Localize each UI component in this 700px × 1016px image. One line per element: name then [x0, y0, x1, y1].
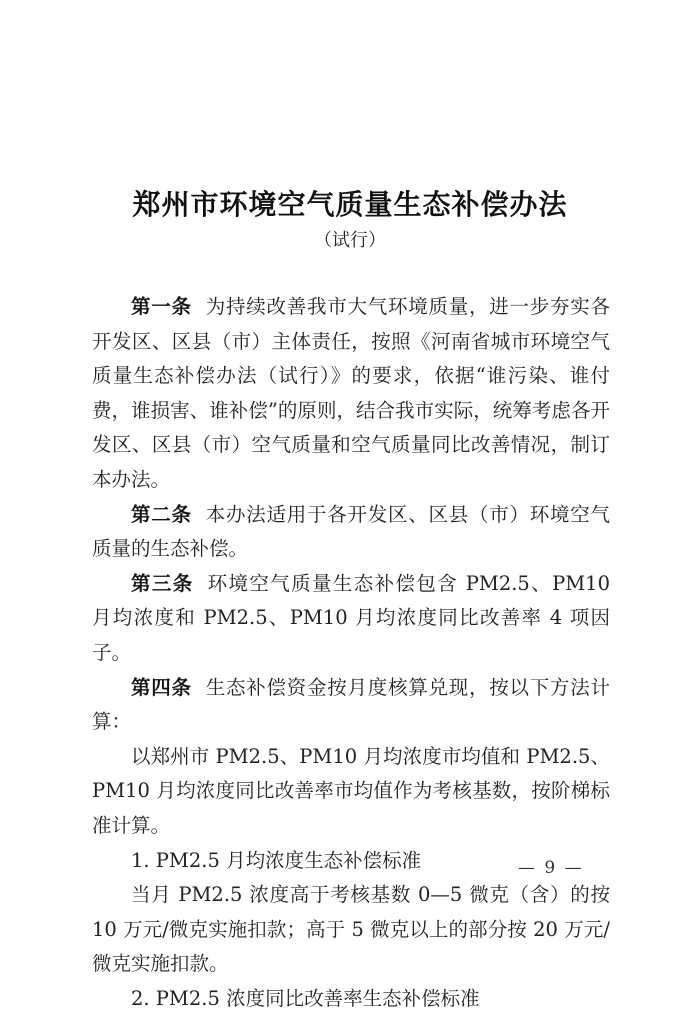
section-heading-2: 2. PM2.5 浓度同比改善率生态补偿标准	[131, 986, 480, 1010]
section-heading-1: 1. PM2.5 月均浓度生态补偿标准	[131, 848, 422, 872]
article-label: 第四条	[131, 675, 192, 699]
article-label: 第二条	[131, 502, 192, 526]
article-label: 第一条	[131, 295, 192, 318]
document-title: 郑州市环境空气质量生态补偿办法	[132, 188, 568, 221]
article-4	[92, 671, 610, 740]
article-1	[92, 290, 610, 498]
article-2	[92, 498, 610, 567]
paragraph-standard-1: 当月 PM2.5 浓度高于考核基数 0—5 微克（含）的按 10 万元/微克实施扣款；高于 5 微克以上的部分按 20 万元/微克实施扣款。	[92, 883, 610, 976]
document-subtitle: （试行）	[314, 230, 386, 251]
page-number: — 9 —	[518, 858, 584, 878]
article-text: 环境空气质量生态补偿包含 PM2.5、PM10 月均浓度和 PM2.5、PM10 月均浓度同比改善率 4 项因子。	[92, 571, 610, 664]
article-label: 第三条	[131, 571, 194, 595]
paragraph-basis: 以郑州市 PM2.5、PM10 月均浓度市均值和 PM2.5、PM10 月均浓度同比改善率市均值作为考核基数，按阶梯标准计算。	[92, 744, 610, 837]
article-3	[92, 567, 610, 671]
article-text: 生态补偿资金按月度核算兑现，按以下方法计算：	[92, 675, 610, 734]
article-text: 本办法适用于各开发区、区县（市）环境空气质量的生态补偿。	[92, 502, 610, 561]
article-text: 为持续改善我市大气环境质量，进一步夯实各开发区、区县（市）主体责任，按照《河南省城市环境空气质量生态补偿办法（试行）》的要求，依据“谁污染、谁付费，谁损害、谁补偿”的原则，结合我市实际，统筹考虑各开发区、区县（市）空气质量和空气质量同比改善情况，制订本办法。	[92, 295, 610, 491]
document-body	[92, 290, 610, 1016]
